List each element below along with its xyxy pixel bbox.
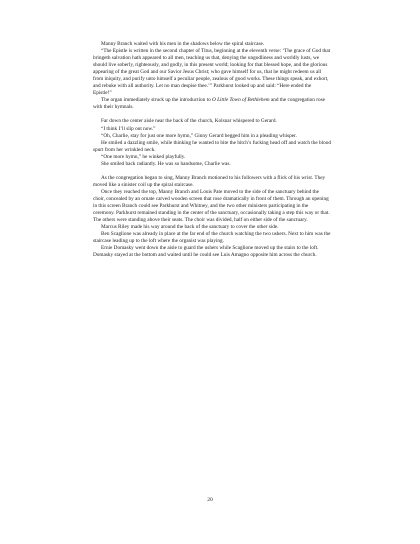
- hymn-title: O Little Town of Bethlehem: [212, 97, 270, 104]
- paragraph: She smiled back radiantly. He was so handsome, Charlie was.: [101, 160, 231, 167]
- paragraph: Once they reached the top, Manny Branch and Louis Pate moved to the side of the sanctuary behind the choir, concealed by an ornate carved wooden screen that rose dramatically in front of them. Through an opening in this screen Branch could see Parkhurst and Whitney, and the two other ministers participating in the ceremony. Parkhurst remained standing in the center of the sanctuary, occasionally taking a step this way or that. The others were standing above their seats. The choir was divided, half on either side of the sanctuary.: [93, 188, 330, 224]
- paragraph: Far down the center aisle near the back of the church, Kolsnar whispered to Gerard.: [101, 118, 277, 125]
- organ-text-after: and the congregation rose with their hymnals.: [93, 97, 325, 111]
- paragraph: “The Epistle is written in the second chapter of Titus, beginning at the eleventh verse: ‘The grace of God that bringeth salvation hath appeared to all men, teaching us that, denying the ungodliness and worldly lusts, we should live soberly, righteously, and godly, in this present world; looking for that blessed hope, and the glorious appearing of the great God and our Savior Jesus Christ; who gave himself for us, that he might redeem us all from iniquity, and purify unto himself a peculiar people, zealous of good works. These things speak, and exhort, and rebuke with all authority. Let no man despise thee.’” Parkhurst looked up and said: “Here ended the Epistle!”: [93, 48, 331, 97]
- paragraph: Ben Scaglione was already in place at the far end of the church watching the two ushers. Next to him was the staircase leading up to the loft where the organist was playing.: [93, 231, 331, 245]
- section-gap: [93, 168, 331, 175]
- paragraph: “I think I’ll slip out now.”: [101, 125, 156, 132]
- paragraph: Ernie Domasky went down the aisle to guard the ushers while Scaglione moved up the stairs to the loft. Domasky stayed at the bottom and waited until he could see Luis Amagno opposite him across the church.: [93, 245, 319, 259]
- paragraph: Marcus Riley made his way around the back of the sanctuary to cover the other side.: [101, 224, 279, 231]
- paragraph: “Oh, Charlie, stay for just one more hymn,” Ginny Gerard begged him in a pleading whisper.: [101, 132, 297, 139]
- paragraph: As the congregation began to sing, Manny Branch motioned to his followers with a flick of his wrist. They moved like a sinister coil up the spiral staircase.: [93, 174, 326, 188]
- paragraph-organ: [93, 97, 331, 111]
- organ-text-before: The organ immediately struck up the introduction to: [101, 97, 213, 104]
- page-body: [93, 41, 331, 259]
- paragraph: Manny Branch waited with his men in the shadows below the spiral staircase.: [101, 41, 265, 47]
- paragraph: He smiled a dazzling smile, while thinking he wanted to bite the bitch’s fucking head off and watch the blood spurt from her wrinkled neck.: [93, 139, 331, 153]
- paragraph: “One more hymn,” he winked playfully.: [101, 153, 186, 160]
- page-number: 20: [207, 497, 213, 503]
